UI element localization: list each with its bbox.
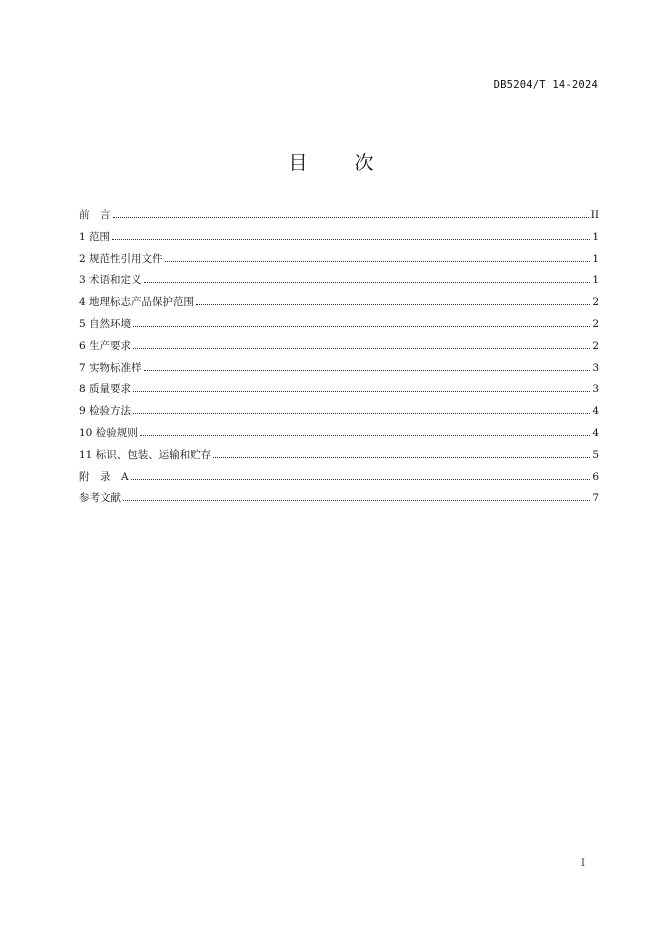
toc-entry-normative-references[interactable] xyxy=(79,251,599,273)
toc-entry-physical-sample[interactable] xyxy=(79,360,599,382)
toc-entry-label: 10 检验规则 xyxy=(79,426,138,439)
toc-dot-leader xyxy=(196,304,590,305)
toc-entry-page: 1 xyxy=(592,230,599,243)
toc-entry-page: 3 xyxy=(592,361,599,374)
toc-entry-page: 1 xyxy=(592,274,599,287)
toc-dot-leader xyxy=(165,261,591,262)
toc-entry-label: 参考文献 xyxy=(79,492,121,505)
toc-entry-label: 附 录 A xyxy=(79,470,129,483)
toc-dot-leader xyxy=(133,391,590,392)
toc-entry-label: 3 术语和定义 xyxy=(79,274,142,287)
toc-dot-leader xyxy=(144,370,591,371)
toc-entry-label: 1 范围 xyxy=(79,230,111,243)
toc-entry-label: 9 检验方法 xyxy=(79,405,132,418)
toc-entry-label: 6 生产要求 xyxy=(79,339,132,352)
toc-entry-natural-environment[interactable] xyxy=(79,316,599,338)
toc-entry-appendix-a[interactable] xyxy=(79,469,599,491)
toc-entry-test-methods[interactable] xyxy=(79,403,599,425)
toc-entry-production-requirements[interactable] xyxy=(79,338,599,360)
toc-entry-page: 6 xyxy=(592,470,599,483)
toc-entry-inspection-rules[interactable] xyxy=(79,425,599,447)
toc-entry-label: 8 质量要求 xyxy=(79,383,132,396)
toc-entry-page: 3 xyxy=(592,383,599,396)
toc-entry-quality-requirements[interactable] xyxy=(79,381,599,403)
toc-dot-leader xyxy=(144,282,591,283)
toc-entry-label: 前 言 xyxy=(79,209,111,221)
toc-entry-page: 2 xyxy=(592,317,599,330)
toc-dot-leader xyxy=(133,413,590,414)
toc-entry-label: 5 自然环境 xyxy=(79,317,132,330)
toc-entry-label: 7 实物标准样 xyxy=(79,361,142,374)
document-code: DB5204/T 14-2024 xyxy=(493,79,598,91)
toc-entry-page: 4 xyxy=(592,405,599,418)
page-number: I xyxy=(581,858,585,869)
toc-entry-page: 4 xyxy=(592,426,599,439)
table-of-contents xyxy=(79,207,599,512)
toc-entry-label: 4 地理标志产品保护范围 xyxy=(79,296,195,309)
toc-entry-scope[interactable] xyxy=(79,229,599,251)
toc-entry-foreword[interactable] xyxy=(79,207,599,229)
toc-entry-protection-scope[interactable] xyxy=(79,294,599,316)
toc-dot-leader xyxy=(123,500,590,501)
toc-dot-leader xyxy=(133,348,590,349)
toc-dot-leader xyxy=(131,479,591,480)
toc-entry-page: 2 xyxy=(592,296,599,309)
toc-entry-page: II xyxy=(590,209,599,221)
toc-dot-leader xyxy=(133,326,590,327)
toc-entry-terms-definitions[interactable] xyxy=(79,272,599,294)
toc-entry-bibliography[interactable] xyxy=(79,490,599,512)
toc-entry-page: 1 xyxy=(592,252,599,265)
toc-entry-label: 11 标识、包装、运输和贮存 xyxy=(79,448,212,461)
toc-entry-page: 7 xyxy=(592,492,599,505)
toc-dot-leader xyxy=(112,239,590,240)
toc-dot-leader xyxy=(113,217,589,218)
toc-title: 目 次 xyxy=(288,152,388,174)
toc-dot-leader xyxy=(213,457,590,458)
toc-entry-page: 5 xyxy=(592,448,599,461)
toc-entry-page: 2 xyxy=(592,339,599,352)
toc-entry-label: 2 规范性引用文件 xyxy=(79,252,163,265)
toc-entry-labeling-packaging[interactable] xyxy=(79,447,599,469)
toc-dot-leader xyxy=(140,435,591,436)
